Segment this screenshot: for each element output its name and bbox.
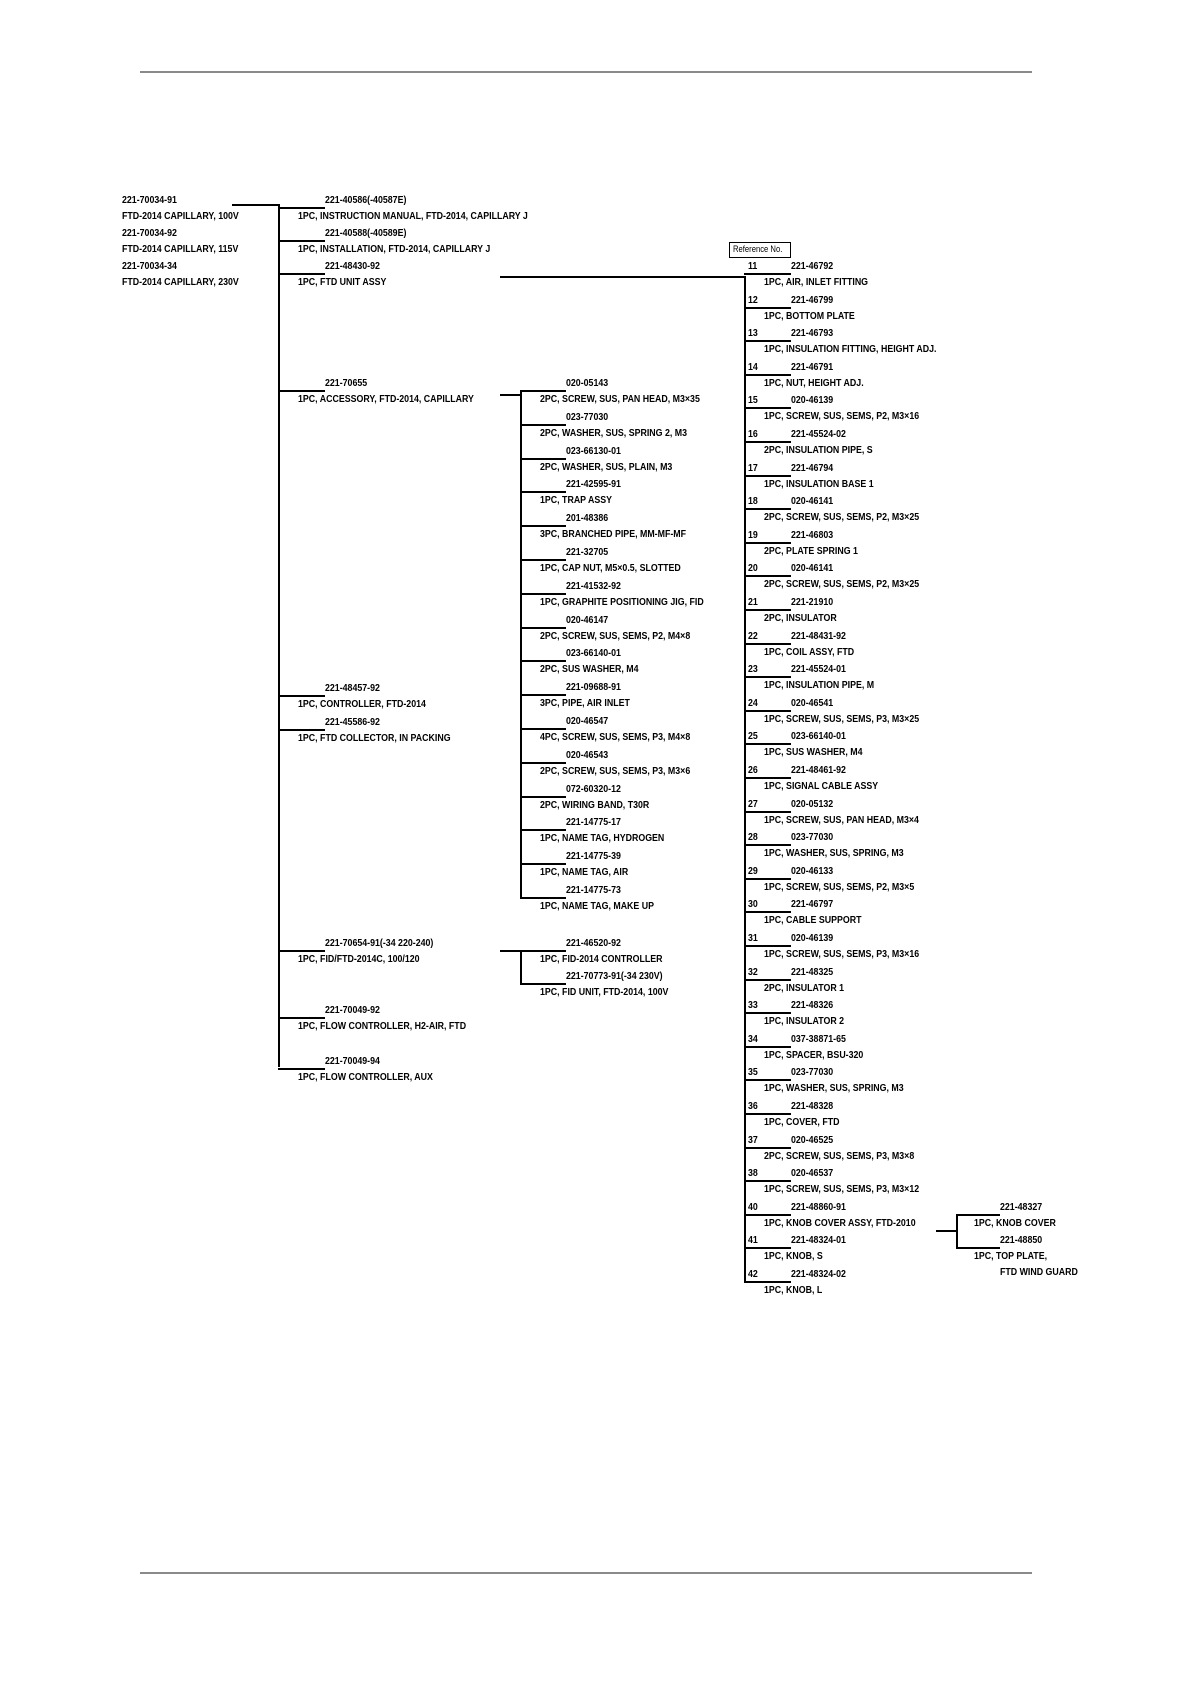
- accessory-part-desc: 1PC, NAME TAG, HYDROGEN: [540, 832, 665, 844]
- unit-connector: [744, 1180, 791, 1182]
- unit-part-desc: 1PC, COIL ASSY, FTD: [764, 646, 855, 658]
- unit-connector: [744, 340, 791, 342]
- unit-part-desc: 1PC, CABLE SUPPORT: [764, 914, 862, 926]
- reference-number: 27: [748, 798, 758, 810]
- level1-connector: [278, 207, 325, 209]
- accessory-part-code: 072-60320-12: [566, 783, 621, 795]
- unit-part-desc: 1PC, WASHER, SUS, SPRING, M3: [764, 847, 904, 859]
- unit-part-desc: 1PC, COVER, FTD: [764, 1116, 840, 1128]
- reference-number: 28: [748, 831, 758, 843]
- accessory-part-code: 020-46547: [566, 715, 609, 727]
- level1-part-desc: 1PC, FLOW CONTROLLER, AUX: [298, 1071, 433, 1083]
- reference-number: 34: [748, 1033, 758, 1045]
- level1-connector: [278, 1068, 325, 1070]
- reference-number: 35: [748, 1066, 758, 1078]
- reference-number: 13: [748, 327, 758, 339]
- level1-part-desc: 1PC, INSTRUCTION MANUAL, FTD-2014, CAPILLARY J: [298, 210, 528, 222]
- unit-part-code: 020-46139: [791, 394, 834, 406]
- reference-number: 18: [748, 495, 758, 507]
- reference-number: 26: [748, 764, 758, 776]
- unit-connector: [744, 844, 791, 846]
- unit-part-code: 221-48324-01: [791, 1234, 846, 1246]
- unit-connector: [744, 542, 791, 544]
- accessory-part-desc: 1PC, NAME TAG, AIR: [540, 866, 629, 878]
- level1-connector: [278, 390, 325, 392]
- knob-part-desc-cont: FTD WIND GUARD: [1000, 1266, 1078, 1278]
- knob-connector: [956, 1247, 1000, 1249]
- accessory-part-desc: 2PC, SCREW, SUS, PAN HEAD, M3×35: [540, 393, 700, 405]
- unit-connector: [744, 710, 791, 712]
- product-code: 221-70034-34: [122, 260, 177, 272]
- level1-part-code: 221-70654-91(-34 220-240): [325, 937, 434, 949]
- unit-part-code: 221-48324-02: [791, 1268, 846, 1280]
- unit-part-code: 023-77030: [791, 831, 834, 843]
- unit-connector: [744, 777, 791, 779]
- reference-number: 16: [748, 428, 758, 440]
- knob-part-code: 221-48327: [1000, 1201, 1043, 1213]
- unit-part-code: 020-46139: [791, 932, 834, 944]
- reference-number: 24: [748, 697, 758, 709]
- accessory-part-desc: 2PC, WASHER, SUS, PLAIN, M3: [540, 461, 673, 473]
- accessory-part-desc: 1PC, GRAPHITE POSITIONING JIG, FID: [540, 596, 704, 608]
- product-code: 221-70034-91: [122, 194, 177, 206]
- unit-part-code: 221-48328: [791, 1100, 834, 1112]
- unit-connector: [744, 979, 791, 981]
- unit-part-code: 221-48325: [791, 966, 834, 978]
- unit-part-code: 221-48860-91: [791, 1201, 846, 1213]
- unit-part-desc: 1PC, INSULATOR 2: [764, 1015, 845, 1027]
- level1-connector: [278, 273, 325, 275]
- level1-connector: [278, 240, 325, 242]
- unit-connector: [744, 575, 791, 577]
- unit-part-code: 221-46793: [791, 327, 834, 339]
- reference-number: 20: [748, 562, 758, 574]
- accessory-part-desc: 2PC, SCREW, SUS, SEMS, P3, M3×6: [540, 765, 691, 777]
- reference-number: 23: [748, 663, 758, 675]
- accessory-connector: [520, 627, 566, 629]
- accessory-part-desc: 1PC, NAME TAG, MAKE UP: [540, 900, 655, 912]
- knob-part-desc: 1PC, TOP PLATE,: [974, 1250, 1048, 1262]
- level1-part-desc: 1PC, ACCESSORY, FTD-2014, CAPILLARY: [298, 393, 474, 405]
- accessory-connector: [520, 458, 566, 460]
- level1-part-desc: 1PC, FTD UNIT ASSY: [298, 276, 387, 288]
- reference-number: 33: [748, 999, 758, 1011]
- unit-part-code: 020-46537: [791, 1167, 834, 1179]
- reference-number: 38: [748, 1167, 758, 1179]
- unit-connector: [744, 878, 791, 880]
- header-rule: [140, 71, 1032, 73]
- reference-number: 12: [748, 294, 758, 306]
- knob-part-desc: 1PC, KNOB COVER: [974, 1217, 1056, 1229]
- reference-no-label: Reference No.: [733, 244, 783, 254]
- unit-connector: [744, 508, 791, 510]
- reference-number: 42: [748, 1268, 758, 1280]
- accessory-connector: [520, 863, 566, 865]
- unit-part-code: 020-46525: [791, 1134, 834, 1146]
- unit-connector: [744, 1281, 791, 1283]
- unit-part-desc: 1PC, SIGNAL CABLE ASSY: [764, 780, 879, 792]
- unit-part-code: 221-46794: [791, 462, 834, 474]
- unit-connector: [744, 475, 791, 477]
- reference-no-box: [729, 242, 791, 258]
- accessory-part-code: 221-09688-91: [566, 681, 621, 693]
- accessory-connector: [520, 559, 566, 561]
- level1-part-code: 221-70049-92: [325, 1004, 380, 1016]
- level1-part-code: 221-48430-92: [325, 260, 380, 272]
- unit-connector: [744, 1147, 791, 1149]
- unit-part-code: 221-46799: [791, 294, 834, 306]
- fid-connector: [520, 950, 566, 952]
- product-code: 221-70034-92: [122, 227, 177, 239]
- reference-number: 17: [748, 462, 758, 474]
- accessory-part-desc: 1PC, CAP NUT, M5×0.5, SLOTTED: [540, 562, 681, 574]
- level1-part-code: 221-70049-94: [325, 1055, 380, 1067]
- fid-part-code: 221-46520-92: [566, 937, 621, 949]
- accessory-part-code: 221-41532-92: [566, 580, 621, 592]
- accessory-part-code: 020-05143: [566, 377, 609, 389]
- fid-trunk: [520, 950, 522, 983]
- unit-part-desc: 1PC, SCREW, SUS, SEMS, P3, M3×16: [764, 948, 920, 960]
- unit-part-desc: 2PC, INSULATOR: [764, 612, 837, 624]
- unit-part-desc: 1PC, INSULATION BASE 1: [764, 478, 874, 490]
- unit-part-code: 020-46133: [791, 865, 834, 877]
- unit-part-desc: 1PC, KNOB COVER ASSY, FTD-2010: [764, 1217, 916, 1229]
- product-name: FTD-2014 CAPILLARY, 115V: [122, 243, 239, 255]
- accessory-trunk: [520, 390, 522, 899]
- unit-connector: [744, 1214, 791, 1216]
- accessory-part-code: 221-42595-91: [566, 478, 621, 490]
- unit-connector: [744, 643, 791, 645]
- unit-part-code: 221-45524-01: [791, 663, 846, 675]
- unit-connector: [744, 911, 791, 913]
- unit-part-desc: 1PC, SCREW, SUS, SEMS, P3, M3×25: [764, 713, 920, 725]
- unit-part-desc: 2PC, PLATE SPRING 1: [764, 545, 858, 557]
- unit-connector: [744, 743, 791, 745]
- unit-connector: [744, 676, 791, 678]
- unit-part-code: 221-48431-92: [791, 630, 846, 642]
- unit-connector: [744, 273, 791, 275]
- unit-part-desc: 1PC, NUT, HEIGHT ADJ.: [764, 377, 864, 389]
- unit-part-desc: 1PC, AIR, INLET FITTING: [764, 276, 869, 288]
- unit-part-code: 221-48461-92: [791, 764, 846, 776]
- level1-part-code: 221-70655: [325, 377, 368, 389]
- accessory-part-desc: 1PC, TRAP ASSY: [540, 494, 613, 506]
- accessory-part-code: 020-46147: [566, 614, 609, 626]
- accessory-connector: [520, 694, 566, 696]
- accessory-connector: [520, 491, 566, 493]
- accessory-connector: [520, 728, 566, 730]
- unit-part-desc: 1PC, SCREW, SUS, SEMS, P2, M3×16: [764, 410, 920, 422]
- unit-connector: [744, 1079, 791, 1081]
- reference-number: 14: [748, 361, 758, 373]
- unit-part-code: 023-77030: [791, 1066, 834, 1078]
- accessory-part-desc: 2PC, SUS WASHER, M4: [540, 663, 639, 675]
- footer-rule: [140, 1572, 1032, 1574]
- accessory-part-code: 023-66140-01: [566, 647, 621, 659]
- unit-part-code: 020-05132: [791, 798, 834, 810]
- unit-part-desc: 1PC, INSULATION PIPE, M: [764, 679, 875, 691]
- accessory-connector: [520, 829, 566, 831]
- unit-connector: [744, 945, 791, 947]
- accessory-part-code: 221-14775-39: [566, 850, 621, 862]
- accessory-part-code: 221-14775-17: [566, 816, 621, 828]
- accessory-part-desc: 2PC, SCREW, SUS, SEMS, P2, M4×8: [540, 630, 691, 642]
- unit-part-code: 221-45524-02: [791, 428, 846, 440]
- fid-branch: [500, 950, 522, 952]
- level1-part-desc: 1PC, FTD COLLECTOR, IN PACKING: [298, 732, 451, 744]
- unit-connector: [744, 407, 791, 409]
- accessory-part-code: 221-32705: [566, 546, 609, 558]
- unit-part-desc: 1PC, SCREW, SUS, SEMS, P2, M3×5: [764, 881, 915, 893]
- unit-part-desc: 2PC, SCREW, SUS, SEMS, P2, M3×25: [764, 578, 920, 590]
- unit-part-desc: 1PC, SCREW, SUS, SEMS, P3, M3×12: [764, 1183, 920, 1195]
- accessory-part-desc: 4PC, SCREW, SUS, SEMS, P3, M4×8: [540, 731, 691, 743]
- reference-number: 15: [748, 394, 758, 406]
- unit-part-desc: 1PC, BOTTOM PLATE: [764, 310, 855, 322]
- accessory-connector: [520, 897, 566, 899]
- level1-part-code: 221-48457-92: [325, 682, 380, 694]
- unit-connector: [744, 1012, 791, 1014]
- accessory-part-code: 221-14775-73: [566, 884, 621, 896]
- unit-part-desc: 2PC, SCREW, SUS, SEMS, P2, M3×25: [764, 511, 920, 523]
- accessory-part-code: 201-48386: [566, 512, 609, 524]
- unit-trunk: [744, 276, 746, 1282]
- unit-part-code: 221-46792: [791, 260, 834, 272]
- unit-part-desc: 2PC, INSULATION PIPE, S: [764, 444, 873, 456]
- reference-number: 40: [748, 1201, 758, 1213]
- unit-part-code: 221-46803: [791, 529, 834, 541]
- reference-number: 32: [748, 966, 758, 978]
- level1-connector: [278, 950, 325, 952]
- accessory-branch: [500, 394, 522, 396]
- reference-number: 25: [748, 730, 758, 742]
- fid-connector: [520, 983, 566, 985]
- reference-number: 36: [748, 1100, 758, 1112]
- unit-part-desc: 1PC, INSULATION FITTING, HEIGHT ADJ.: [764, 343, 937, 355]
- unit-part-desc: 1PC, SPACER, BSU-320: [764, 1049, 864, 1061]
- accessory-part-code: 023-66130-01: [566, 445, 621, 457]
- unit-part-desc: 1PC, WASHER, SUS, SPRING, M3: [764, 1082, 904, 1094]
- accessory-connector: [520, 796, 566, 798]
- unit-part-code: 221-46797: [791, 898, 834, 910]
- accessory-part-desc: 2PC, WASHER, SUS, SPRING 2, M3: [540, 427, 688, 439]
- level1-connector: [278, 729, 325, 731]
- accessory-connector: [520, 660, 566, 662]
- unit-connector: [744, 609, 791, 611]
- level1-part-code: 221-45586-92: [325, 716, 380, 728]
- unit-connector: [744, 441, 791, 443]
- reference-number: 11: [748, 260, 758, 272]
- accessory-connector: [520, 593, 566, 595]
- knob-trunk: [956, 1214, 958, 1249]
- unit-part-code: 023-66140-01: [791, 730, 846, 742]
- level1-connector: [278, 1017, 325, 1019]
- reference-number: 30: [748, 898, 758, 910]
- product-name: FTD-2014 CAPILLARY, 230V: [122, 276, 239, 288]
- level1-part-code: 221-40588(-40589E): [325, 227, 407, 239]
- accessory-part-code: 020-46543: [566, 749, 609, 761]
- level1-connector: [278, 695, 325, 697]
- unit-part-code: 020-46541: [791, 697, 834, 709]
- unit-part-desc: 2PC, INSULATOR 1: [764, 982, 845, 994]
- accessory-connector: [520, 762, 566, 764]
- reference-number: 31: [748, 932, 758, 944]
- unit-connector: [744, 1046, 791, 1048]
- level1-part-code: 221-40586(-40587E): [325, 194, 407, 206]
- reference-number: 37: [748, 1134, 758, 1146]
- fid-part-desc: 1PC, FID UNIT, FTD-2014, 100V: [540, 986, 669, 998]
- unit-part-desc: 1PC, KNOB, L: [764, 1284, 823, 1296]
- unit-part-code: 221-46791: [791, 361, 834, 373]
- level1-trunk: [278, 204, 280, 1067]
- accessory-part-desc: 2PC, WIRING BAND, T30R: [540, 799, 650, 811]
- unit-assy-connector: [500, 276, 744, 278]
- unit-connector: [744, 1113, 791, 1115]
- level1-part-desc: 1PC, FID/FTD-2014C, 100/120: [298, 953, 420, 965]
- product-connector: [232, 204, 278, 206]
- level1-part-desc: 1PC, INSTALLATION, FTD-2014, CAPILLARY J: [298, 243, 491, 255]
- unit-connector: [744, 307, 791, 309]
- fid-part-desc: 1PC, FID-2014 CONTROLLER: [540, 953, 663, 965]
- reference-number: 29: [748, 865, 758, 877]
- level1-part-desc: 1PC, CONTROLLER, FTD-2014: [298, 698, 426, 710]
- accessory-connector: [520, 390, 566, 392]
- reference-number: 22: [748, 630, 758, 642]
- knob-part-code: 221-48850: [1000, 1234, 1043, 1246]
- unit-part-code: 221-21910: [791, 596, 834, 608]
- accessory-connector: [520, 424, 566, 426]
- level1-part-desc: 1PC, FLOW CONTROLLER, H2-AIR, FTD: [298, 1020, 467, 1032]
- reference-number: 21: [748, 596, 758, 608]
- knob-connector: [956, 1214, 1000, 1216]
- unit-part-code: 037-38871-65: [791, 1033, 846, 1045]
- knob-branch: [936, 1230, 958, 1232]
- fid-part-code: 221-70773-91(-34 230V): [566, 970, 663, 982]
- product-name: FTD-2014 CAPILLARY, 100V: [122, 210, 239, 222]
- accessory-part-code: 023-77030: [566, 411, 609, 423]
- accessory-connector: [520, 525, 566, 527]
- unit-connector: [744, 1247, 791, 1249]
- accessory-part-desc: 3PC, PIPE, AIR INLET: [540, 697, 630, 709]
- accessory-part-desc: 3PC, BRANCHED PIPE, MM-MF-MF: [540, 528, 687, 540]
- unit-part-desc: 2PC, SCREW, SUS, SEMS, P3, M3×8: [764, 1150, 915, 1162]
- unit-connector: [744, 374, 791, 376]
- unit-part-code: 020-46141: [791, 562, 834, 574]
- unit-part-code: 221-48326: [791, 999, 834, 1011]
- unit-part-desc: 1PC, SCREW, SUS, PAN HEAD, M3×4: [764, 814, 919, 826]
- reference-number: 19: [748, 529, 758, 541]
- unit-part-desc: 1PC, KNOB, S: [764, 1250, 823, 1262]
- reference-number: 41: [748, 1234, 758, 1246]
- unit-part-desc: 1PC, SUS WASHER, M4: [764, 746, 863, 758]
- unit-connector: [744, 811, 791, 813]
- unit-part-code: 020-46141: [791, 495, 834, 507]
